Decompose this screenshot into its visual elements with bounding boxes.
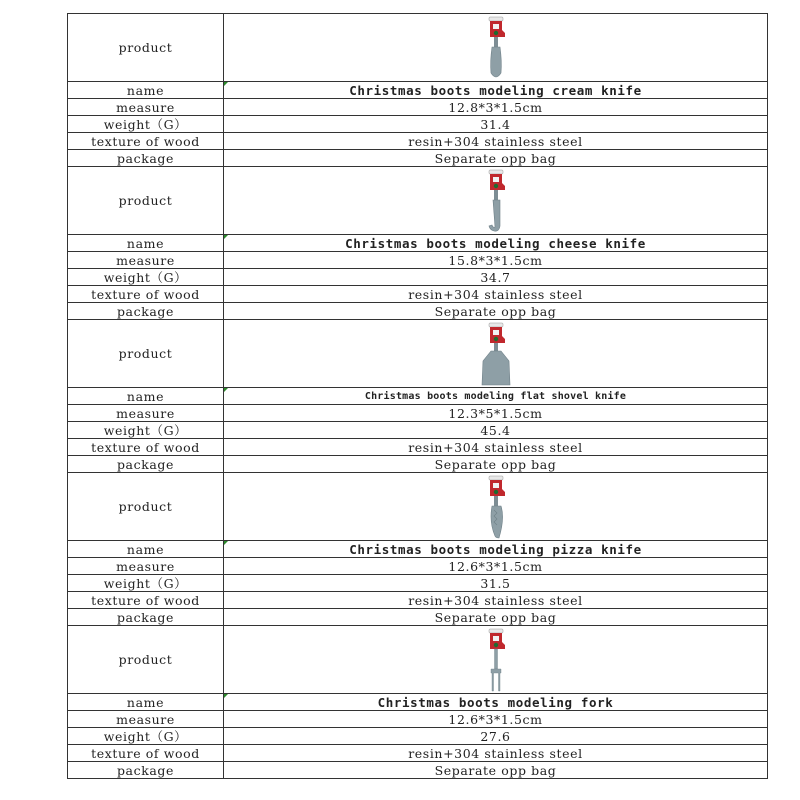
product-image-cell — [224, 320, 768, 388]
cell-marker — [224, 694, 228, 698]
weight-label: weight（G） — [68, 575, 224, 592]
measure-label: measure — [68, 252, 224, 269]
measure-row — [68, 711, 768, 728]
texture-value: resin+304 stainless steel — [224, 592, 768, 609]
cell-marker — [224, 82, 228, 86]
product-row — [68, 626, 768, 694]
weight-row — [68, 269, 768, 286]
package-value: Separate opp bag — [224, 609, 768, 626]
name-label: name — [68, 541, 224, 558]
product-row — [68, 167, 768, 235]
product-row — [68, 14, 768, 82]
texture-row — [68, 745, 768, 762]
product-name — [224, 388, 768, 405]
fork-icon — [481, 627, 511, 693]
product-name-text: Christmas boots modeling flat shovel knife — [364, 390, 627, 402]
weight-row — [68, 116, 768, 133]
product-name — [224, 541, 768, 558]
product-name-text: Christmas boots modeling cheese knife — [345, 235, 646, 251]
product-image-cell — [224, 14, 768, 82]
package-value: Separate opp bag — [224, 456, 768, 473]
texture-value: resin+304 stainless steel — [224, 286, 768, 303]
package-label: package — [68, 303, 224, 320]
weight-value: 31.5 — [224, 575, 768, 592]
texture-value: resin+304 stainless steel — [224, 745, 768, 762]
product-image-cell — [224, 167, 768, 235]
weight-value: 31.4 — [224, 116, 768, 133]
texture-row — [68, 439, 768, 456]
product-label: product — [68, 14, 224, 82]
measure-value: 12.6*3*1.5cm — [224, 558, 768, 575]
cheese-knife-icon — [481, 168, 511, 234]
weight-value: 45.4 — [224, 422, 768, 439]
texture-row — [68, 286, 768, 303]
cell-marker — [224, 388, 228, 392]
texture-label: texture of wood — [68, 745, 224, 762]
name-row — [68, 694, 768, 711]
texture-label: texture of wood — [68, 592, 224, 609]
name-label: name — [68, 694, 224, 711]
package-value: Separate opp bag — [224, 150, 768, 167]
measure-value: 12.3*5*1.5cm — [224, 405, 768, 422]
weight-row — [68, 575, 768, 592]
product-label: product — [68, 473, 224, 541]
package-label: package — [68, 456, 224, 473]
product-name-text: Christmas boots modeling pizza knife — [349, 541, 642, 557]
measure-row — [68, 405, 768, 422]
measure-value: 12.8*3*1.5cm — [224, 99, 768, 116]
measure-label: measure — [68, 711, 224, 728]
measure-label: measure — [68, 99, 224, 116]
package-row — [68, 456, 768, 473]
measure-value: 15.8*3*1.5cm — [224, 252, 768, 269]
product-spec-table — [67, 13, 768, 779]
product-image-cell — [224, 473, 768, 541]
spec-sheet — [67, 13, 767, 779]
product-name-text: Christmas boots modeling fork — [377, 694, 614, 710]
name-row — [68, 388, 768, 405]
texture-value: resin+304 stainless steel — [224, 133, 768, 150]
measure-row — [68, 252, 768, 269]
product-image-cell — [224, 626, 768, 694]
product-name-text: Christmas boots modeling cream knife — [349, 82, 642, 98]
package-value: Separate opp bag — [224, 303, 768, 320]
texture-value: resin+304 stainless steel — [224, 439, 768, 456]
product-name — [224, 235, 768, 252]
cream-knife-icon — [481, 15, 511, 81]
texture-label: texture of wood — [68, 286, 224, 303]
texture-row — [68, 133, 768, 150]
product-row — [68, 320, 768, 388]
package-row — [68, 609, 768, 626]
weight-label: weight（G） — [68, 269, 224, 286]
name-row — [68, 235, 768, 252]
texture-row — [68, 592, 768, 609]
name-row — [68, 82, 768, 99]
package-row — [68, 762, 768, 779]
name-label: name — [68, 82, 224, 99]
name-row — [68, 541, 768, 558]
measure-label: measure — [68, 558, 224, 575]
package-label: package — [68, 762, 224, 779]
weight-label: weight（G） — [68, 116, 224, 133]
product-label: product — [68, 167, 224, 235]
texture-label: texture of wood — [68, 439, 224, 456]
product-name — [224, 694, 768, 711]
package-label: package — [68, 150, 224, 167]
weight-label: weight（G） — [68, 728, 224, 745]
product-name — [224, 82, 768, 99]
package-row — [68, 150, 768, 167]
cell-marker — [224, 541, 228, 545]
package-row — [68, 303, 768, 320]
weight-value: 27.6 — [224, 728, 768, 745]
name-label: name — [68, 388, 224, 405]
weight-row — [68, 422, 768, 439]
name-label: name — [68, 235, 224, 252]
weight-row — [68, 728, 768, 745]
weight-value: 34.7 — [224, 269, 768, 286]
weight-label: weight（G） — [68, 422, 224, 439]
product-row — [68, 473, 768, 541]
cell-marker — [224, 235, 228, 239]
measure-label: measure — [68, 405, 224, 422]
flat-shovel-knife-icon — [476, 321, 516, 387]
texture-label: texture of wood — [68, 133, 224, 150]
pizza-knife-icon — [481, 474, 511, 540]
product-label: product — [68, 626, 224, 694]
package-value: Separate opp bag — [224, 762, 768, 779]
measure-value: 12.6*3*1.5cm — [224, 711, 768, 728]
package-label: package — [68, 609, 224, 626]
product-label: product — [68, 320, 224, 388]
measure-row — [68, 99, 768, 116]
measure-row — [68, 558, 768, 575]
